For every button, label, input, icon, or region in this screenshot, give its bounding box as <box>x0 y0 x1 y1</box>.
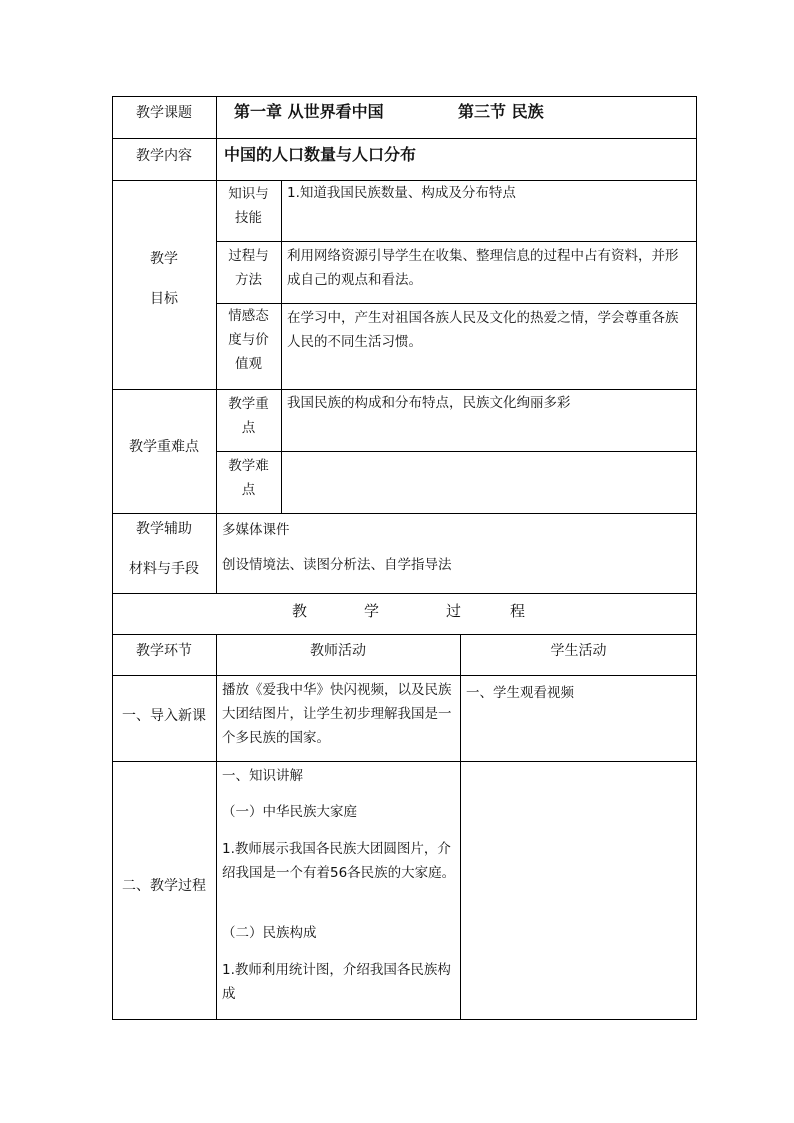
rule <box>112 513 697 514</box>
rule <box>112 634 697 635</box>
rule <box>112 389 697 390</box>
goal-text-process: 利用网络资源引导学生在收集、整理信息的过程中占有资料，并形成自己的观点和看法。 <box>287 248 679 288</box>
goal-label-line: 过程与 <box>228 248 269 264</box>
teacher-activity-line: 一、知识讲解 <box>222 768 303 784</box>
key-label-line: 教学难 <box>228 458 269 474</box>
header-student: 学生活动 <box>550 643 607 659</box>
header-stage: 教学环节 <box>136 643 192 659</box>
stage-teaching: 二、教学过程 <box>122 878 206 894</box>
goal-label-line: 方法 <box>235 272 262 288</box>
goal-label-process <box>216 244 281 292</box>
rule <box>216 241 697 242</box>
rule <box>460 634 461 1020</box>
key-text-important: 我国民族的构成和分布特点，民族文化绚丽多彩 <box>287 395 571 411</box>
goal-label-knowledge <box>216 182 281 230</box>
rule <box>696 96 697 1020</box>
process-title-char: 程 <box>509 602 525 620</box>
rule <box>281 180 282 513</box>
key-label-line: 点 <box>241 482 256 498</box>
stage-intro: 一、导入新课 <box>122 708 206 724</box>
goals-label: 教学 <box>150 251 178 267</box>
header-teacher: 教师活动 <box>310 643 366 659</box>
key-label: 教学重难点 <box>129 439 199 455</box>
rule <box>112 675 697 676</box>
rule <box>112 761 697 762</box>
goal-text-emotion: 在学习中，产生对祖国各族人民及文化的热爱之情，学会尊重各族人民的不同生活习惯。 <box>287 310 679 350</box>
teacher-activity-line: 1.教师利用统计图，介绍我国各民族构成 <box>222 962 451 1002</box>
process-title-char: 过 <box>445 602 461 620</box>
topic-label: 教学课题 <box>136 105 192 121</box>
goal-label-line: 情感态 <box>228 308 269 324</box>
key-label-difficult <box>216 454 281 502</box>
key-label-line: 点 <box>241 420 256 436</box>
teacher-activity-line: 1.教师展示我国各民族大团圆图片，介绍我国是一个有着56各民族的大家庭。 <box>222 841 456 881</box>
aids-label: 教学辅助 <box>136 521 192 537</box>
rule <box>112 138 697 139</box>
goal-label-line: 度与价 <box>228 332 269 348</box>
goals-label: 目标 <box>150 291 178 307</box>
key-label-important <box>216 392 281 440</box>
goal-label-line: 值观 <box>235 356 262 372</box>
rule <box>216 303 697 304</box>
teacher-activity-line: （一）中华民族大家庭 <box>222 804 357 820</box>
rule <box>112 593 697 594</box>
content-value: 中国的人口数量与人口分布 <box>224 145 417 164</box>
rule <box>216 451 697 452</box>
rule <box>112 1019 697 1020</box>
goal-label-line: 技能 <box>235 210 262 226</box>
goal-text-knowledge: 1.知道我国民族数量、构成及分布特点 <box>287 185 516 201</box>
teacher-activity-intro: 播放《爱我中华》快闪视频，以及民族大团结图片，让学生初步理解我国是一个多民族的国家。 <box>222 682 452 746</box>
topic-chapter: 第一章 从世界看中国 <box>234 102 384 121</box>
lesson-plan-table <box>112 96 697 1020</box>
content-label: 教学内容 <box>136 148 192 164</box>
aids-materials: 多媒体课件 <box>222 522 290 538</box>
goal-label-line: 知识与 <box>228 186 269 202</box>
process-title-char: 教 <box>291 602 307 620</box>
key-label-line: 教学重 <box>228 396 269 412</box>
process-title <box>112 600 697 621</box>
rule <box>112 96 697 97</box>
rule <box>112 180 697 181</box>
aids-label: 材料与手段 <box>129 561 199 577</box>
aids-methods: 创设情境法、读图分析法、自学指导法 <box>222 557 452 573</box>
teacher-activity-line: （二）民族构成 <box>222 925 317 941</box>
goal-label-emotion <box>216 304 281 376</box>
student-activity-intro: 一、学生观看视频 <box>466 685 574 701</box>
rule <box>216 634 217 1020</box>
topic-section: 第三节 民族 <box>458 102 544 121</box>
process-title-char: 学 <box>363 602 379 620</box>
